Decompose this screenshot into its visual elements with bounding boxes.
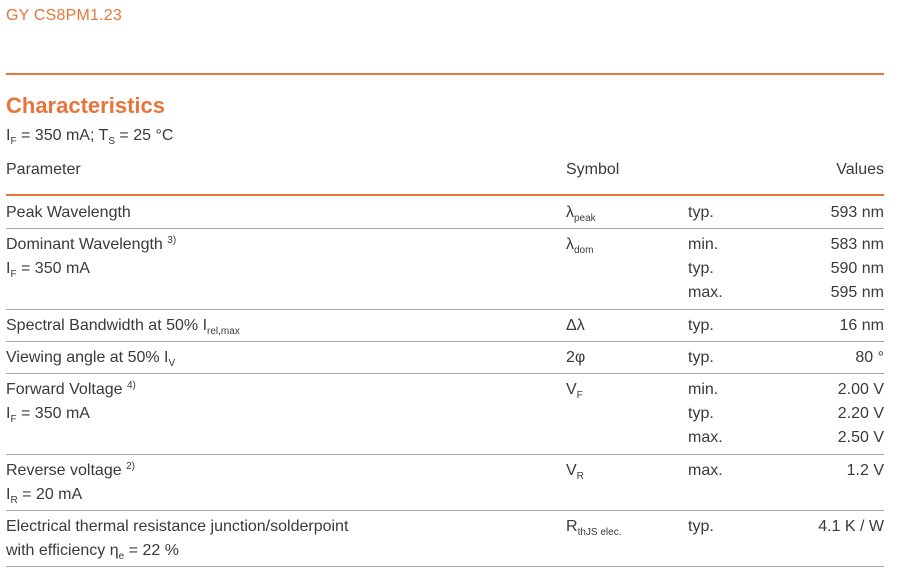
row-spectral-bandwidth-param: Spectral Bandwidth at 50% $I_{rel,max}$ [6,317,240,337]
section-title: Characteristics [6,93,165,118]
row-reverse-voltage-value: 1.2 V [846,462,884,479]
row-dominant-wavelength-value-max: 595 nm [830,284,884,301]
row-peak-wavelength-qualifier: typ. [688,204,714,221]
row-dominant-wavelength-value-typ: 590 nm [830,260,884,277]
document-id: GY CS8PM1.23 [6,7,122,24]
test-conditions: $I_F = 350$ mA; $T_S = 25$ °C [6,127,174,147]
header-divider [6,194,884,196]
row-dominant-wavelength-param: Dominant Wavelength $^{3)}$ [6,235,177,253]
row-viewing-angle-value: 80 ° [855,349,884,366]
row-reverse-voltage-symbol: $V_R$ [566,462,584,482]
row-forward-voltage-qualifier-max: max. [688,429,723,446]
row-forward-voltage-value-max: 2.50 V [837,429,884,446]
row-forward-voltage-qualifier-min: min. [688,381,719,398]
row-thermal-resistance-symbol: $R_{thJS elec.}$ [566,518,622,538]
row-spectral-bandwidth-value: 16 nm [839,317,884,334]
row-dominant-wavelength-condition: $I_F = 350$ mA [6,260,90,280]
row-divider [6,566,884,567]
row-dominant-wavelength-qualifier-max: max. [688,284,723,301]
row-dominant-wavelength-qualifier-typ: typ. [688,260,714,277]
header-symbol: Symbol [566,161,620,178]
row-reverse-voltage-qualifier: max. [688,462,723,479]
row-divider [6,341,884,342]
row-forward-voltage-condition: $I_F = 350$ mA [6,405,90,425]
row-viewing-angle-symbol: 2φ [566,349,586,366]
header-parameter: Parameter [6,161,81,178]
row-viewing-angle-param: Viewing angle at 50% $I_V$ [6,349,176,369]
top-divider [6,73,884,75]
row-thermal-resistance-param: Electrical thermal resistance junction/solderpoint [6,518,349,535]
row-forward-voltage-param: Forward Voltage $^{4)}$ [6,380,136,398]
row-forward-voltage-symbol: $V_F$ [566,381,583,401]
row-divider [6,510,884,511]
row-peak-wavelength-value: 593 nm [830,204,884,221]
row-reverse-voltage-param: Reverse voltage $^{2)}$ [6,461,135,479]
row-dominant-wavelength-symbol: $\lambda_{dom}$ [566,236,594,256]
row-peak-wavelength-symbol: $\lambda_{peak}$ [566,204,596,224]
row-spectral-bandwidth-symbol: Δλ [566,317,585,334]
row-forward-voltage-qualifier-typ: typ. [688,405,714,422]
row-reverse-voltage-condition: $I_R = 20$ mA [6,486,83,506]
row-thermal-resistance-qualifier: typ. [688,518,714,535]
row-viewing-angle-qualifier: typ. [688,349,714,366]
row-dominant-wavelength-qualifier-min: min. [688,236,719,253]
row-dominant-wavelength-value-min: 583 nm [830,236,884,253]
row-divider [6,228,884,229]
row-thermal-resistance-value: 4.1 K / W [818,518,884,535]
row-forward-voltage-value-typ: 2.20 V [837,405,884,422]
row-thermal-resistance-condition: with efficiency $\eta_e = 22$ % [6,542,179,562]
header-values: Values [836,161,884,178]
row-divider [6,309,884,310]
row-forward-voltage-value-min: 2.00 V [837,381,884,398]
row-spectral-bandwidth-qualifier: typ. [688,317,714,334]
row-divider [6,454,884,455]
row-divider [6,373,884,374]
row-peak-wavelength-param: Peak Wavelength [6,204,131,221]
